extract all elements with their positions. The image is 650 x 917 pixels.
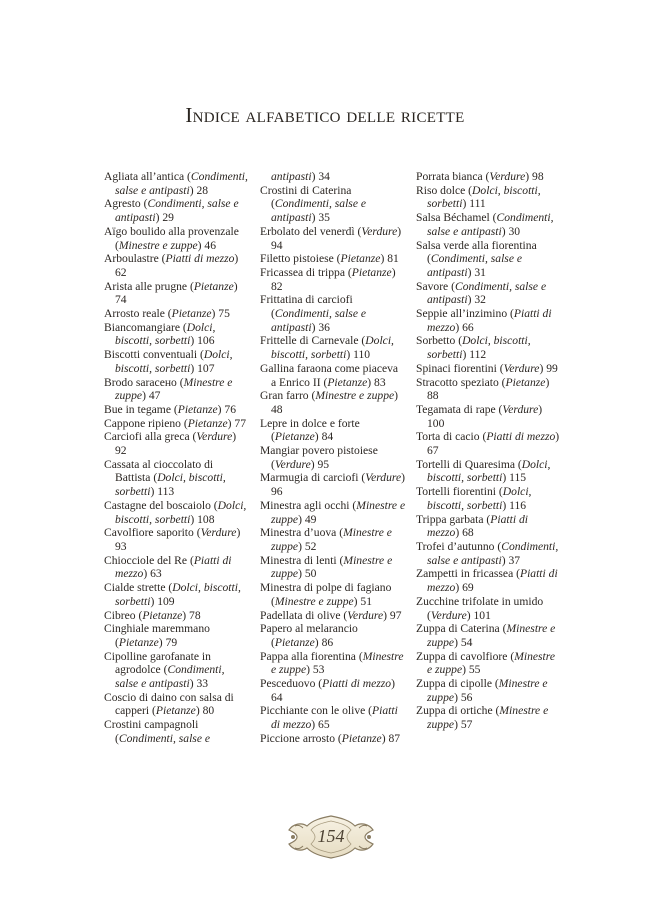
recipe-name: Sorbetto <box>416 334 456 348</box>
recipe-page: 68 <box>462 526 474 540</box>
recipe-name: Savore <box>416 279 449 293</box>
index-entry: Crostini di Caterina (Condimenti, salse e antipasti) 35 <box>260 183 367 225</box>
recipe-page: 116 <box>509 498 527 512</box>
recipe-page: 79 <box>165 635 178 649</box>
recipe-name: Porrata bianca <box>416 170 483 183</box>
index-entry: Trofei d’autunno (Condimenti, salse e antipasti) 37 <box>416 539 559 567</box>
index-entry: Agliata all’antica (Condimenti, salse e antipasti) 28 <box>104 170 248 197</box>
recipe-name: Tortelli fiorentini <box>416 485 497 499</box>
recipe-category: Piatti di mezzo <box>165 252 235 266</box>
recipe-page: 75 <box>218 307 230 321</box>
recipe-name: Crostini di Caterina <box>260 183 352 197</box>
recipe-page: 82 <box>271 279 283 293</box>
recipe-name: Zucchine trifolate in umido <box>416 594 544 608</box>
recipe-category: Pietanze <box>155 704 196 718</box>
index-entry: Piccione arrosto (Pietanze) 87 <box>260 731 401 745</box>
recipe-name: Cappone ripieno <box>104 416 181 430</box>
recipe-name: Trippa garbata <box>416 512 484 526</box>
recipe-name: Salsa verde alla fiorentina <box>416 238 537 252</box>
recipe-category: Minestre e zuppe <box>118 238 198 252</box>
recipe-name: Gran farro <box>260 389 309 403</box>
recipe-name: Biscotti conventuali <box>104 348 198 362</box>
recipe-page: 62 <box>115 265 127 279</box>
index-entry: Gran farro (Minestre e zuppe) 48 <box>260 389 399 416</box>
recipe-category: Pietanze <box>171 307 212 321</box>
recipe-category: Dolci, biscotti, sorbetti <box>427 183 541 211</box>
index-entry: Tegamata di rape (Verdure) 100 <box>416 402 543 430</box>
recipe-name: Chiocciole del Re <box>104 553 188 567</box>
recipe-page: 69 <box>462 581 474 595</box>
recipe-category: Pietanze <box>341 731 382 745</box>
recipe-category: Condimenti, salse e antipasti <box>427 279 547 307</box>
recipe-page: 50 <box>304 567 317 581</box>
recipe-category: Pietanze <box>142 608 183 622</box>
index-entry: Padellata di olive (Verdure) 97 <box>260 608 402 622</box>
recipe-page: 78 <box>189 608 201 622</box>
recipe-page: 67 <box>427 444 439 458</box>
recipe-page: 76 <box>224 402 237 416</box>
index-entry: Minestra d’uova (Minestre e zuppe) 52 <box>260 526 392 553</box>
recipe-name: Filetto pistoiese <box>260 252 334 266</box>
index-entry: Lepre in dolce e forte (Pietanze) 84 <box>260 416 360 444</box>
recipe-category: Pietanze <box>351 265 392 279</box>
index-entry: Biancomangiare (Dolci, biscotti, sorbetti) 106 <box>104 320 216 348</box>
recipe-page: 86 <box>321 635 334 649</box>
index-entry: Zucchine trifolate in umido (Verdure) 101 <box>416 594 544 622</box>
index-entry: Zampetti in fricassea (Piatti di mezzo) 69 <box>416 567 558 595</box>
index-entry: Arista alle prugne (Pietanze) 74 <box>104 279 238 307</box>
recipe-page: 107 <box>197 361 215 375</box>
recipe-category: Verdure <box>361 224 398 238</box>
recipe-name: Riso dolce <box>416 183 466 197</box>
index-entry: Cinghiale maremmano (Pietanze) 79 <box>104 622 210 649</box>
recipe-name: Cassata al cioccolato di Battista <box>104 457 214 485</box>
recipe-category: Minestre e zuppe <box>271 649 404 677</box>
recipe-page: 99 <box>546 361 558 375</box>
recipe-page: 77 <box>234 416 246 430</box>
index-entry: Marmugia di carciofi (Verdure) 96 <box>260 471 406 499</box>
recipe-name: Seppie all’inzimino <box>416 307 508 321</box>
recipe-page: 74 <box>115 293 127 307</box>
recipe-name: Zuppa di cipolle <box>416 677 492 691</box>
recipe-category: Minestre e zuppe <box>115 375 233 403</box>
recipe-category: Verdure <box>430 608 467 622</box>
recipe-name: Aïgo boulido alla provenzale <box>104 224 239 238</box>
recipe-name: Minestra d’uova <box>260 526 337 540</box>
page-title: Indice alfabetico delle ricette <box>185 103 465 127</box>
index-entry: Mangiar povero pistoiese (Verdure) 95 <box>260 444 378 471</box>
recipe-page: 33 <box>196 677 209 691</box>
recipe-category: Dolci, biscotti, sorbetti <box>115 348 233 375</box>
index-entry: Cibreo (Pietanze) 78 <box>104 608 201 622</box>
recipe-category: antipasti <box>271 170 312 183</box>
recipe-category: Minestre e zuppe <box>427 649 555 677</box>
recipe-category: Dolci, biscotti, sorbetti <box>115 471 226 499</box>
index-entry: Crostini campagnoli (Condimenti, salse e <box>104 718 211 745</box>
recipe-category: Piatti di mezzo <box>322 677 392 691</box>
recipe-category: Piatti di mezzo <box>427 307 552 334</box>
recipe-name: Stracotto speziato <box>416 375 499 389</box>
index-entry: Cassata al cioccolato di Battista (Dolci, biscotti, sorbetti) 113 <box>104 457 226 499</box>
recipe-category: Condimenti, salse e antipasti <box>115 170 248 197</box>
recipe-page: 49 <box>304 512 317 526</box>
recipe-page: 28 <box>196 183 209 197</box>
recipe-name: Trofei d’autunno <box>416 539 495 553</box>
recipe-category: Dolci, biscotti, sorbetti <box>115 320 216 348</box>
index-entry: Torta di cacio (Piatti di mezzo) 67 <box>416 430 560 458</box>
index-entry: Erbolato del venerdì (Verdure) 94 <box>260 224 402 252</box>
recipe-category: Condimenti, salse e antipasti <box>427 539 559 567</box>
recipe-page: 29 <box>162 211 174 225</box>
index-entry: Filetto pistoiese (Pietanze) 81 <box>260 252 399 266</box>
recipe-category: Verdure <box>347 608 384 622</box>
recipe-page: 108 <box>197 512 215 526</box>
index-entry: Cipolline garofanate in agrodolce (Condimenti, salse e antipasti) 33 <box>104 649 225 691</box>
recipe-name: Mangiar povero pistoiese <box>260 444 378 458</box>
recipe-name: Pappa alla fiorentina <box>260 649 356 663</box>
recipe-category: Minestre e zuppe <box>274 594 354 608</box>
recipe-name: Lepre in dolce e forte <box>260 416 360 430</box>
index-entry: Pappa alla fiorentina (Minestre e zuppe) 53 <box>260 649 404 677</box>
recipe-page: 48 <box>271 402 283 416</box>
recipe-name: Cibreo <box>104 608 136 622</box>
recipe-category: Pietanze <box>274 635 315 649</box>
recipe-name: Marmugia di carciofi <box>260 471 359 485</box>
recipe-category: Verdure <box>200 526 237 540</box>
recipe-category: Pietanze <box>187 416 228 430</box>
recipe-category: Dolci, biscotti, sorbetti <box>115 581 241 608</box>
recipe-page: 81 <box>387 252 399 266</box>
recipe-name: Agliata all’antica <box>104 170 185 183</box>
recipe-category: Condimenti, salse e antipasti <box>271 307 367 334</box>
recipe-name: Crostini campagnoli <box>104 718 199 732</box>
recipe-category: Dolci, biscotti, sorbetti <box>427 485 532 512</box>
recipe-name: Cinghiale maremmano <box>104 622 210 636</box>
recipe-name: Tortelli di Quaresima <box>416 457 515 471</box>
index-column-1 <box>104 170 250 746</box>
recipe-category: Condimenti, salse e antipasti <box>115 197 239 225</box>
recipe-page: 94 <box>271 238 283 252</box>
recipe-category: Piatti di mezzo <box>486 430 556 444</box>
recipe-page: 106 <box>197 334 215 348</box>
recipe-category: Minestre e zuppe <box>271 553 393 581</box>
index-entry: Fricassea di trippa (Pietanze) 82 <box>260 265 396 293</box>
index-entry: Zuppa di ortiche (Minestre e zuppe) 57 <box>416 704 549 732</box>
recipe-page: 93 <box>115 539 127 553</box>
index-entry: Zuppa di cipolle (Minestre e zuppe) 56 <box>416 677 548 704</box>
recipe-category: Condimenti, salse e antipasti <box>427 252 523 279</box>
recipe-page: 88 <box>427 389 439 403</box>
recipe-name: Spinaci fiorentini <box>416 361 497 375</box>
recipe-page: 65 <box>318 718 330 732</box>
recipe-page: 84 <box>321 430 334 444</box>
recipe-page: 36 <box>318 320 330 334</box>
recipe-page: 97 <box>389 608 402 622</box>
recipe-page: 87 <box>388 731 401 745</box>
index-entry: Spinaci fiorentini (Verdure) 99 <box>416 361 558 375</box>
recipe-page: 35 <box>318 211 330 225</box>
recipe-page: 57 <box>460 718 473 732</box>
index-entry: Savore (Condimenti, salse e antipasti) 32 <box>416 279 547 307</box>
recipe-page: 30 <box>508 224 521 238</box>
index-entry: Castagne del boscaiolo (Dolci, biscotti, sorbetti) 108 <box>104 498 247 526</box>
recipe-category: Minestre e zuppe <box>427 622 556 649</box>
recipe-category: Verdure <box>274 457 311 471</box>
recipe-page: 115 <box>509 471 527 485</box>
index-entry: Porrata bianca (Verdure) 98 <box>416 170 544 183</box>
recipe-category: Verdure <box>502 402 539 416</box>
index-entry: Cialde strette (Dolci, biscotti, sorbetti) 109 <box>104 581 241 608</box>
recipe-category: Minestre e zuppe <box>315 389 395 403</box>
index-entry: Picchiante con le olive (Piatti di mezzo) 65 <box>260 704 398 732</box>
recipe-name: Picchiante con le olive <box>260 704 366 718</box>
index-column-2 <box>260 170 406 746</box>
recipe-name: Pesceduovo <box>260 677 316 691</box>
recipe-page: 113 <box>157 485 175 499</box>
index-entry: Salsa Béchamel (Condimenti, salse e antipasti) 30 <box>416 211 554 238</box>
recipe-page: 47 <box>148 389 161 403</box>
recipe-category: Dolci, biscotti, sorbetti <box>427 334 531 362</box>
index-entry: Minestra agli occhi (Minestre e zuppe) 49 <box>260 498 406 526</box>
recipe-category: Condimenti, salse e antipasti <box>271 197 367 225</box>
recipe-page: 66 <box>462 320 474 334</box>
index-entry: Stracotto speziato (Pietanze) 88 <box>416 375 550 403</box>
recipe-name: Torta di cacio <box>416 430 480 444</box>
index-entry: Arboulastre (Piatti di mezzo) 62 <box>104 252 239 279</box>
recipe-page: 111 <box>469 197 486 211</box>
index-entry: Gallina faraona come piaceva a Enrico II (Pietanze) 83 <box>260 361 399 389</box>
recipe-category: Verdure <box>196 430 233 444</box>
index-entry: Zuppa di Caterina (Minestre e zuppe) 54 <box>416 622 556 649</box>
recipe-category: Minestre e zuppe <box>427 677 548 704</box>
index-entry: Minestra di lenti (Minestre e zuppe) 50 <box>260 553 393 581</box>
recipe-category: Verdure <box>503 361 540 375</box>
recipe-category: Minestre e zuppe <box>271 498 406 526</box>
recipe-category: Dolci, biscotti, sorbetti <box>115 498 247 526</box>
index-entry: Papero al melarancio (Pietanze) 86 <box>260 622 358 649</box>
index-entry: Minestra di polpe di fagiano (Minestre e zuppe) 51 <box>260 581 392 608</box>
recipe-category: Pietanze <box>327 375 368 389</box>
recipe-name: Frittatina di carciofi <box>260 293 353 307</box>
index-entry: Arrosto reale (Pietanze) 75 <box>104 307 230 321</box>
index-entry: Pesceduovo (Piatti di mezzo) 64 <box>260 677 395 704</box>
recipe-name: Arista alle prugne <box>104 279 188 293</box>
recipe-page: 98 <box>532 170 544 183</box>
recipe-name: Zuppa di Caterina <box>416 622 500 636</box>
recipe-page: 63 <box>150 567 162 581</box>
index-entry: Seppie all’inzimino (Piatti di mezzo) 66 <box>416 307 552 334</box>
index-entry: Coscio di daino con salsa di capperi (Pietanze) 80 <box>104 690 234 718</box>
recipe-category: Pietanze <box>177 402 218 416</box>
recipe-page: 54 <box>460 635 473 649</box>
recipe-page: 110 <box>353 348 371 362</box>
recipe-name: Padellata di olive <box>260 608 341 622</box>
recipe-name: Salsa Béchamel <box>416 211 490 225</box>
recipe-name: Minestra di polpe di fagiano <box>260 581 392 595</box>
recipe-name: Bue in tegame <box>104 402 171 416</box>
index-entry: Zuppa di cavolfiore (Minestre e zuppe) 55 <box>416 649 555 677</box>
recipe-name: Erbolato del venerdì <box>260 224 355 238</box>
recipe-page: 109 <box>157 594 175 608</box>
recipe-page: 80 <box>202 704 215 718</box>
index-entry: antipasti) 34 <box>271 170 330 183</box>
recipe-page: 52 <box>304 539 317 553</box>
recipe-category: Pietanze <box>505 375 546 389</box>
recipe-category: Piatti di mezzo <box>427 567 558 595</box>
recipe-page: 96 <box>271 485 283 499</box>
recipe-name: Minestra di lenti <box>260 553 337 567</box>
recipe-category: Verdure <box>489 170 526 183</box>
recipe-category: Condimenti, salse e antipasti <box>427 211 554 238</box>
index-entry: Tortelli fiorentini (Dolci, biscotti, sorbetti) 116 <box>416 485 532 512</box>
index-entry: Salsa verde alla fiorentina (Condimenti, salse e antipasti) 31 <box>416 238 537 279</box>
recipe-name: Brodo saracено <box>104 375 177 389</box>
recipe-name: Zampetti in fricassea <box>416 567 514 581</box>
index-entry: Bue in tegame (Pietanze) 76 <box>104 402 237 416</box>
recipe-name: Zuppa di ortiche <box>416 704 493 718</box>
index-entry: Biscotti conventuali (Dolci, biscotti, sorbetti) 107 <box>104 348 233 375</box>
recipe-name: Frittelle di Carnevale <box>260 334 359 348</box>
recipe-name: Agresto <box>104 197 141 211</box>
recipe-page: 101 <box>473 608 491 622</box>
recipe-page: 31 <box>474 265 486 279</box>
index-entry: Carciofi alla greca (Verdure) 92 <box>104 430 237 458</box>
recipe-name: Cipolline garofanate in agrodolce <box>104 649 211 677</box>
recipe-name: Castagne del boscaiolo <box>104 498 211 512</box>
recipe-category: Dolci, biscotti, sorbetti <box>271 334 394 362</box>
recipe-page: 53 <box>312 663 325 677</box>
recipe-name: Zuppa di cavolfiore <box>416 649 508 663</box>
recipe-page: 51 <box>360 594 373 608</box>
recipe-category: Dolci, biscotti, sorbetti <box>427 457 551 485</box>
recipe-page: 95 <box>317 457 330 471</box>
recipe-category: Pietanze <box>340 252 381 266</box>
recipe-name: Carciofi alla greca <box>104 430 190 444</box>
recipe-page: 55 <box>468 663 481 677</box>
recipe-page: 64 <box>271 690 283 704</box>
index-entry: Trippa garbata (Piatti di mezzo) 68 <box>416 512 528 540</box>
recipe-name: Papero al melarancio <box>260 622 358 636</box>
index-entry: Chiocciole del Re (Piatti di mezzo) 63 <box>104 553 232 581</box>
recipe-name: Arrosto reale <box>104 307 165 321</box>
recipe-category: Pietanze <box>118 635 159 649</box>
recipe-category: Condimenti, salse e <box>118 731 211 745</box>
page-number: 154 <box>317 826 345 846</box>
recipe-page: 112 <box>469 348 487 362</box>
recipe-page: 92 <box>115 444 127 458</box>
recipe-name: Gallina faraona come piaceva a Enrico II <box>260 361 399 389</box>
recipe-category: Pietanze <box>274 430 315 444</box>
recipe-page: 32 <box>474 293 486 307</box>
recipe-category: Verdure <box>365 471 402 485</box>
recipe-category: Minestre e zuppe <box>427 704 549 732</box>
recipe-page: 83 <box>374 375 386 389</box>
recipe-name: Coscio di daino con salsa di capperi <box>104 690 234 718</box>
recipe-category: Minestre e zuppe <box>271 526 392 553</box>
index-entry: Frittelle di Carnevale (Dolci, biscotti, sorbetti) 110 <box>260 334 394 362</box>
recipe-category: Piatti di mezzo <box>427 512 528 540</box>
index-entry: Riso dolce (Dolci, biscotti, sorbetti) 111 <box>416 183 541 211</box>
recipe-name: Tegamata di rape <box>416 402 496 416</box>
index-entry: Brodo saracено (Minestre e zuppe) 47 <box>104 375 233 403</box>
recipe-page: 37 <box>508 553 521 567</box>
recipe-page: 46 <box>204 238 217 252</box>
recipe-page: 56 <box>460 690 473 704</box>
index-entry: Tortelli di Quaresima (Dolci, biscotti, sorbetti) 115 <box>416 457 551 485</box>
recipe-name: Fricassea di trippa <box>260 265 345 279</box>
recipe-name: Cavolfiore saporito <box>104 526 194 540</box>
index-entry: Aïgo boulido alla provenzale (Minestre e zuppe) 46 <box>104 224 239 252</box>
recipe-name: Piccione arrosto <box>260 731 336 745</box>
recipe-category: Pietanze <box>193 279 234 293</box>
index-entry: Cavolfiore saporito (Verdure) 93 <box>104 526 241 553</box>
index-entry: Sorbetto (Dolci, biscotti, sorbetti) 112 <box>416 334 531 362</box>
recipe-name: Biancomangiare <box>104 320 180 334</box>
index-entry: Cappone ripieno (Pietanze) 77 <box>104 416 246 430</box>
recipe-name: Cialde strette <box>104 581 166 595</box>
recipe-category: Condimenti, salse e antipasti <box>115 663 225 691</box>
index-column-3 <box>416 170 562 732</box>
recipe-page: 34 <box>318 170 330 183</box>
index-entry: Frittatina di carciofi (Condimenti, salse e antipasti) 36 <box>260 293 367 334</box>
recipe-name: Arboulastre <box>104 252 159 266</box>
recipe-category: Piatti di mezzo <box>271 704 398 732</box>
index-entry: Agresto (Condimenti, salse e antipasti) 29 <box>104 197 239 225</box>
recipe-category: Piatti di mezzo <box>115 553 232 581</box>
recipe-name: Minestra agli occhi <box>260 498 350 512</box>
recipe-page: 100 <box>427 416 445 430</box>
